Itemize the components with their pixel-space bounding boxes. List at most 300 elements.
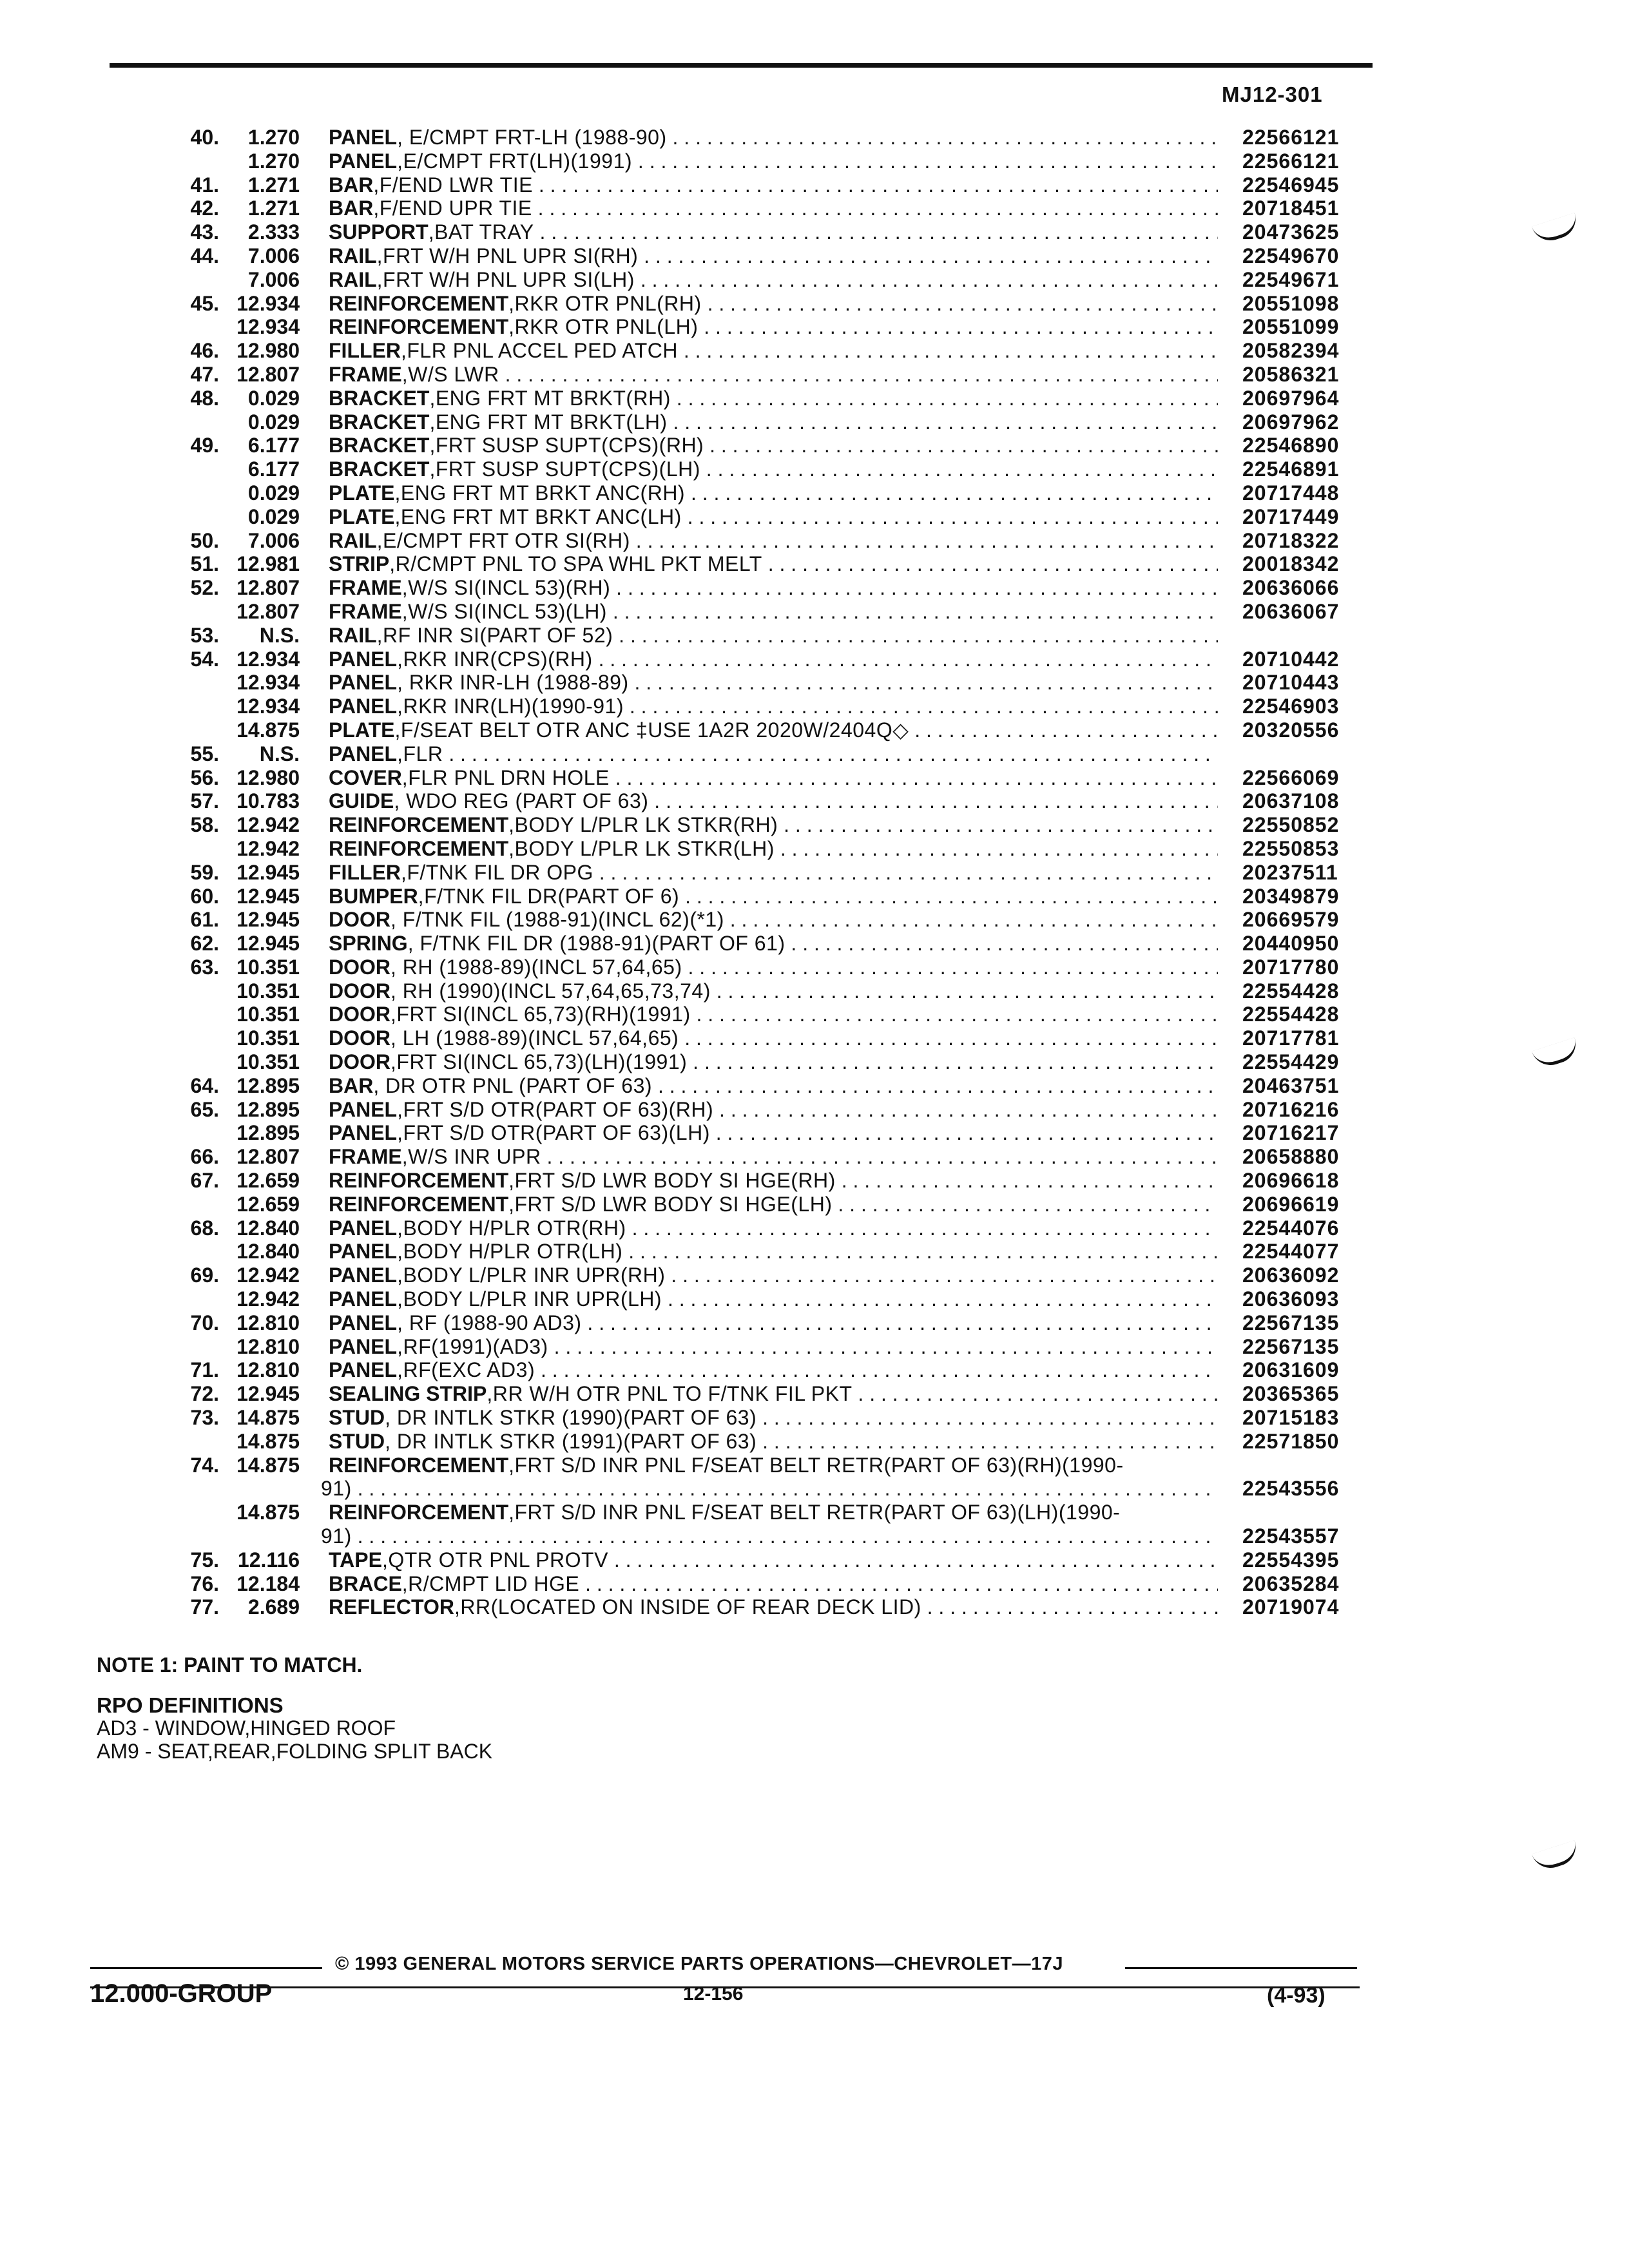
section-number: 12.942 (236, 1264, 300, 1287)
ref-number: 65. (190, 1097, 219, 1121)
section-number: 12.942 (236, 1287, 300, 1311)
part-number: 22567135 (1242, 1311, 1340, 1334)
part-row (0, 1335, 1629, 1359)
section-number: 14.875 (236, 1501, 300, 1524)
ref-number: 40. (190, 126, 219, 149)
part-number: 20710442 (1242, 647, 1340, 671)
section-number: 12.945 (236, 884, 300, 908)
part-row (0, 1098, 1629, 1122)
part-row (0, 1074, 1629, 1098)
part-detail: ,FRT W/H PNL UPR SI(LH) (376, 267, 635, 291)
section-number: 12.934 (236, 647, 300, 671)
part-name: REINFORCEMENT (329, 836, 509, 860)
ref-number: 48. (190, 386, 219, 410)
part-name: COVER (329, 765, 402, 789)
part-detail: ,BODY L/PLR INR UPR(RH) (397, 1264, 666, 1287)
part-name: RAIL (329, 623, 377, 647)
part-number: 22546945 (1242, 173, 1340, 197)
part-name: BRACKET (329, 410, 430, 434)
part-number: 20637108 (1242, 789, 1340, 813)
ref-number: 46. (190, 339, 219, 363)
part-name: PANEL (329, 1264, 398, 1287)
part-number: 20551099 (1242, 315, 1340, 339)
part-row (0, 387, 1629, 410)
ref-number: 70. (190, 1311, 219, 1334)
part-number: 20717780 (1242, 955, 1340, 979)
part-detail: , F/TNK FIL (1988-91)(INCL 62)(*1) (390, 908, 724, 932)
part-name: PANEL (329, 1311, 398, 1334)
section-number: 12.116 (237, 1548, 300, 1571)
top-rule (110, 63, 1373, 68)
part-row (0, 1524, 1629, 1548)
part-description (329, 789, 1218, 813)
part-name: RAIL (329, 528, 377, 552)
part-number: 22549670 (1242, 244, 1340, 267)
part-description (329, 339, 1218, 363)
part-detail: ,W/S INR UPR (401, 1145, 541, 1169)
part-row (0, 1572, 1629, 1596)
part-row (0, 1548, 1629, 1572)
section-number: 12.934 (236, 315, 300, 339)
part-detail: ,FRT S/D LWR BODY SI HGE(LH) (508, 1192, 833, 1216)
part-row (0, 173, 1629, 197)
part-name: FRAME (329, 1145, 402, 1169)
ref-number: 63. (190, 955, 219, 979)
part-detail: ,RF(EXC AD3) (397, 1358, 535, 1382)
part-description (329, 624, 1218, 648)
part-number: 20365365 (1242, 1382, 1340, 1406)
part-name: PLATE (329, 481, 395, 505)
ref-number: 57. (190, 789, 219, 813)
part-name: DOOR (329, 1026, 390, 1050)
part-detail: ,E/CMPT FRT(LH)(1991) (397, 149, 633, 173)
ref-number: 58. (190, 813, 219, 837)
section-number: 12.981 (236, 552, 300, 576)
section-number: 0.029 (247, 505, 300, 528)
part-row (0, 1003, 1629, 1026)
section-number: 2.689 (247, 1595, 300, 1619)
part-number: 22546890 (1242, 434, 1340, 457)
part-name: DOOR (329, 1003, 390, 1026)
section-number: 14.875 (236, 718, 300, 742)
part-number: 20463751 (1242, 1073, 1340, 1097)
part-number: 20636093 (1242, 1287, 1340, 1311)
part-name: BRACKET (329, 386, 430, 410)
part-row (0, 315, 1629, 339)
part-name: BAR (329, 173, 374, 197)
part-detail: ,E/CMPT FRT OTR SI(RH) (376, 528, 630, 552)
part-description (329, 908, 1218, 932)
part-description (329, 1074, 1218, 1098)
ref-number: 51. (190, 552, 219, 576)
part-detail: ,F/TNK FIL DR(PART OF 6) (418, 884, 680, 908)
part-detail: ,R/CMPT LID HGE (401, 1571, 580, 1595)
part-row (0, 979, 1629, 1003)
part-description (329, 718, 1218, 742)
footer-copyright: © 1993 GENERAL MOTORS SERVICE PARTS OPERATIONS—CHEVROLET—17J (335, 1954, 1063, 1974)
part-description (329, 1501, 1257, 1524)
section-number: 12.895 (236, 1121, 300, 1145)
part-number: 20669579 (1242, 908, 1340, 932)
part-name: FILLER (329, 339, 401, 363)
section-number: 0.029 (247, 386, 300, 410)
section-number: 2.333 (247, 220, 300, 244)
section-number: 12.945 (236, 908, 300, 932)
part-description (329, 1572, 1218, 1596)
part-name: BAR (329, 1073, 374, 1097)
part-row (0, 1501, 1629, 1524)
part-description (329, 1193, 1218, 1216)
part-row (0, 576, 1629, 600)
part-number: 20582394 (1242, 339, 1340, 363)
section-number: 10.351 (236, 1003, 300, 1026)
part-description (321, 1524, 1210, 1548)
part-detail: ,RKR INR(CPS)(RH) (397, 647, 593, 671)
part-detail: ,RF INR SI(PART OF 52) (376, 623, 613, 647)
section-number: 12.807 (236, 1145, 300, 1169)
part-number: 22546891 (1242, 457, 1340, 481)
part-name: PANEL (329, 1240, 398, 1264)
part-detail: , WDO REG (PART OF 63) (394, 789, 649, 813)
part-row (0, 197, 1629, 220)
part-row (0, 1358, 1629, 1382)
section-number: 6.177 (247, 457, 300, 481)
part-detail: ,FRT S/D OTR(PART OF 63)(RH) (397, 1097, 714, 1121)
part-detail: ,F/END UPR TIE (373, 197, 532, 220)
ref-number: 49. (190, 434, 219, 457)
part-number: 22554428 (1242, 979, 1340, 1003)
part-row (0, 600, 1629, 624)
part-detail: , RH (1990)(INCL 57,64,65,73,74) (390, 979, 711, 1003)
part-detail: ,F/SEAT BELT OTR ANC ‡USE 1A2R 2020W/2404Q◇ (394, 718, 909, 742)
section-number: 0.029 (247, 481, 300, 505)
part-number: 22567135 (1242, 1334, 1340, 1358)
part-name: BRACKET (329, 434, 430, 457)
part-row (0, 956, 1629, 979)
section-number: 12.980 (236, 339, 300, 363)
part-row (0, 1216, 1629, 1240)
part-description (329, 434, 1218, 457)
part-row (0, 885, 1629, 908)
part-number: 22566121 (1242, 149, 1340, 173)
part-name: PLATE (329, 718, 395, 742)
part-name: BRACKET (329, 457, 430, 481)
part-name: BRACE (329, 1571, 402, 1595)
part-name: RAIL (329, 244, 377, 267)
part-number: 20716216 (1242, 1097, 1340, 1121)
part-row (0, 695, 1629, 718)
part-row (0, 1382, 1629, 1406)
part-name: GUIDE (329, 789, 394, 813)
part-row (0, 718, 1629, 742)
part-detail: ,ENG FRT MT BRKT(LH) (429, 410, 668, 434)
part-name: FILLER (329, 860, 401, 884)
part-name: DOOR (329, 1050, 390, 1074)
part-description (329, 600, 1218, 624)
part-detail: ,QTR OTR PNL PROTV (381, 1548, 608, 1571)
section-number: 12.184 (236, 1571, 300, 1595)
part-description (329, 481, 1218, 505)
ref-number: 69. (190, 1264, 219, 1287)
part-row (0, 932, 1629, 956)
part-description (329, 315, 1218, 339)
section-number: 12.840 (236, 1240, 300, 1264)
section-number: 1.271 (247, 173, 300, 197)
part-row (0, 861, 1629, 885)
part-number: 20631609 (1242, 1358, 1340, 1382)
part-name: DOOR (329, 955, 390, 979)
section-number: 12.659 (236, 1169, 300, 1193)
part-detail: ,BODY L/PLR LK STKR(RH) (508, 813, 778, 837)
part-number: 20658880 (1242, 1145, 1340, 1169)
part-row (0, 648, 1629, 671)
ref-number: 67. (190, 1169, 219, 1193)
section-number: N.S. (259, 623, 300, 647)
part-detail: ,RR W/H OTR PNL TO F/TNK FIL PKT (487, 1382, 853, 1406)
section-number: 10.783 (236, 789, 300, 813)
section-number: 12.942 (236, 813, 300, 837)
part-description (329, 1121, 1218, 1145)
part-description (329, 648, 1218, 671)
ref-number: 52. (190, 576, 219, 600)
part-row (0, 1311, 1629, 1335)
part-row (0, 1026, 1629, 1050)
ref-number: 55. (190, 742, 219, 765)
part-description (329, 932, 1218, 956)
part-row (0, 908, 1629, 932)
part-description (329, 837, 1218, 861)
part-row (0, 481, 1629, 505)
section-number: 7.006 (247, 528, 300, 552)
part-detail: ,BODY H/PLR OTR(LH) (397, 1240, 623, 1264)
part-detail: , LH (1988-89)(INCL 57,64,65) (390, 1026, 679, 1050)
part-detail: ,RF(1991)(AD3) (397, 1334, 548, 1358)
part-detail: ,RKR OTR PNL(LH) (508, 315, 699, 339)
part-detail: ,FLR (397, 742, 443, 765)
part-number: 20718451 (1242, 197, 1340, 220)
part-detail: ,F/END LWR TIE (373, 173, 533, 197)
part-description (329, 1335, 1218, 1359)
part-number: 22554395 (1242, 1548, 1340, 1571)
part-detail: , DR INTLK STKR (1991)(PART OF 63) (385, 1429, 757, 1453)
part-description (329, 529, 1218, 553)
part-description (329, 956, 1218, 979)
part-number: 22549671 (1242, 267, 1340, 291)
part-description (329, 244, 1218, 268)
part-number: 20018342 (1242, 552, 1340, 576)
part-number: 22550853 (1242, 836, 1340, 860)
section-number: 12.980 (236, 765, 300, 789)
ref-number: 41. (190, 173, 219, 197)
part-name: PANEL (329, 1358, 398, 1382)
part-number: 20237511 (1242, 860, 1338, 884)
part-row (0, 742, 1629, 766)
part-row (0, 505, 1629, 529)
part-detail: 91) (321, 1477, 352, 1501)
part-row (0, 1477, 1629, 1501)
part-description (329, 813, 1218, 837)
part-row (0, 1240, 1629, 1264)
part-name: REINFORCEMENT (329, 315, 509, 339)
part-number: 20696619 (1242, 1192, 1340, 1216)
part-row (0, 837, 1629, 861)
section-number: 12.895 (236, 1073, 300, 1097)
section-number: 12.945 (236, 932, 300, 956)
part-description (329, 861, 1218, 885)
part-description (329, 1595, 1218, 1619)
part-description (321, 1477, 1210, 1501)
part-name: REINFORCEMENT (329, 1169, 509, 1193)
parts-list (0, 126, 1629, 1619)
part-row (0, 1169, 1629, 1193)
section-number: 14.875 (236, 1453, 300, 1477)
section-number: 12.942 (236, 836, 300, 860)
part-description (329, 1311, 1218, 1335)
part-description (329, 505, 1218, 529)
section-number: 1.270 (247, 126, 300, 149)
part-detail: ,FRT W/H PNL UPR SI(RH) (376, 244, 639, 267)
part-number: 20636067 (1242, 599, 1340, 623)
section-number: 0.029 (247, 410, 300, 434)
part-row (0, 292, 1629, 316)
ref-number: 45. (190, 291, 219, 315)
part-detail: ,RR(LOCATED ON INSIDE OF REAR DECK LID) (454, 1595, 921, 1619)
part-name: FRAME (329, 599, 402, 623)
part-name: REFLECTOR (329, 1595, 454, 1619)
ref-number: 71. (190, 1358, 219, 1382)
part-name: PANEL (329, 742, 398, 765)
ref-number: 42. (190, 197, 219, 220)
section-number: 1.270 (247, 149, 300, 173)
part-name: BUMPER (329, 884, 418, 908)
part-number: 20719074 (1242, 1595, 1340, 1619)
part-number: 20440950 (1242, 932, 1340, 956)
part-detail: ,FRT SUSP SUPT(CPS)(LH) (429, 457, 700, 481)
rpo-definitions-title: RPO DEFINITIONS (97, 1693, 284, 1717)
part-name: REINFORCEMENT (329, 813, 509, 837)
part-row (0, 1406, 1629, 1430)
part-name: FRAME (329, 576, 402, 600)
section-number: 10.351 (236, 1050, 300, 1074)
ref-number: 64. (190, 1073, 219, 1097)
part-detail: ,W/S SI(INCL 53)(LH) (401, 599, 607, 623)
part-detail: ,R/CMPT PNL TO SPA WHL PKT MELT (389, 552, 762, 576)
part-name: PANEL (329, 671, 398, 695)
part-row (0, 1050, 1629, 1074)
part-name: PLATE (329, 505, 395, 528)
part-detail: , DR INTLK STKR (1990)(PART OF 63) (385, 1406, 757, 1430)
part-name: PANEL (329, 1216, 398, 1240)
part-number: 20697962 (1242, 410, 1340, 434)
ref-number: 72. (190, 1382, 219, 1406)
part-number: 20710443 (1242, 671, 1340, 695)
part-description (329, 387, 1218, 410)
part-description (329, 1050, 1218, 1074)
part-number: 22543556 (1242, 1477, 1340, 1501)
part-detail: ,BODY H/PLR OTR(RH) (397, 1216, 626, 1240)
part-name: FRAME (329, 362, 402, 386)
part-detail: , RF (1988-90 AD3) (397, 1311, 582, 1334)
part-row (0, 789, 1629, 813)
part-description (329, 979, 1218, 1003)
part-detail: ,BODY L/PLR INR UPR(LH) (397, 1287, 662, 1311)
part-number: 22571850 (1242, 1429, 1340, 1453)
part-number: 20473625 (1242, 220, 1340, 244)
section-number: N.S. (259, 742, 300, 765)
part-row (0, 457, 1629, 481)
part-name: TAPE (329, 1548, 382, 1571)
section-number: 12.840 (236, 1216, 300, 1240)
part-description (329, 1406, 1218, 1430)
section-number: 14.875 (236, 1406, 300, 1430)
part-description (329, 1264, 1218, 1287)
part-name: BAR (329, 197, 374, 220)
section-number: 12.895 (236, 1097, 300, 1121)
part-detail: ,FRT S/D OTR(PART OF 63)(LH) (397, 1121, 710, 1145)
part-description (329, 410, 1218, 434)
part-row (0, 434, 1629, 457)
part-row (0, 268, 1629, 292)
section-number: 12.659 (236, 1192, 300, 1216)
part-row (0, 149, 1629, 173)
part-number: 20717449 (1242, 505, 1340, 528)
part-name: PANEL (329, 149, 398, 173)
section-number: 12.934 (236, 291, 300, 315)
part-name: DOOR (329, 908, 390, 932)
part-description (329, 1216, 1218, 1240)
section-number: 12.810 (236, 1311, 300, 1334)
part-detail: ,ENG FRT MT BRKT ANC(LH) (394, 505, 682, 528)
part-name: PANEL (329, 126, 398, 149)
footer-page-number: 12-156 (683, 1983, 744, 2004)
part-detail: , F/TNK FIL DR (1988-91)(PART OF 61) (407, 932, 786, 956)
part-detail: ,FLR PNL DRN HOLE (401, 765, 610, 789)
part-row (0, 1287, 1629, 1311)
document-code: MJ12-301 (1222, 82, 1323, 106)
section-number: 12.807 (236, 362, 300, 386)
part-detail: ,F/TNK FIL DR OPG (400, 860, 593, 884)
part-name: PANEL (329, 1287, 398, 1311)
part-description (329, 1358, 1218, 1382)
footer-rule-right (1125, 1967, 1357, 1969)
section-number: 12.945 (236, 860, 300, 884)
part-name: REINFORCEMENT (329, 291, 509, 315)
part-description (329, 149, 1218, 173)
part-name: PANEL (329, 1121, 398, 1145)
part-number: 22544076 (1242, 1216, 1340, 1240)
part-number: 22550852 (1242, 813, 1340, 837)
ref-number: 44. (190, 244, 219, 267)
part-number: 22566121 (1242, 126, 1340, 149)
footer-rule-left (90, 1967, 322, 1969)
part-description (329, 1382, 1218, 1406)
part-number: 20716217 (1242, 1121, 1340, 1145)
part-description (329, 1454, 1257, 1477)
ref-number: 60. (190, 884, 219, 908)
binder-hole-mark (1532, 1840, 1581, 1873)
part-name: RAIL (329, 267, 377, 291)
part-detail: , E/CMPT FRT-LH (1988-90) (397, 126, 667, 149)
part-name: PANEL (329, 1334, 398, 1358)
part-description (329, 1240, 1218, 1264)
part-detail: ,FRT S/D LWR BODY SI HGE(RH) (508, 1169, 836, 1193)
part-detail: ,FRT S/D INR PNL F/SEAT BELT RETR(PART OF 63)(LH)(1990- (508, 1501, 1121, 1524)
part-detail: ,FRT SI(INCL 65,73)(LH)(1991) (390, 1050, 688, 1074)
ref-number: 68. (190, 1216, 219, 1240)
part-name: REINFORCEMENT (329, 1501, 509, 1524)
part-description (329, 363, 1218, 387)
part-number: 22543557 (1242, 1524, 1340, 1548)
